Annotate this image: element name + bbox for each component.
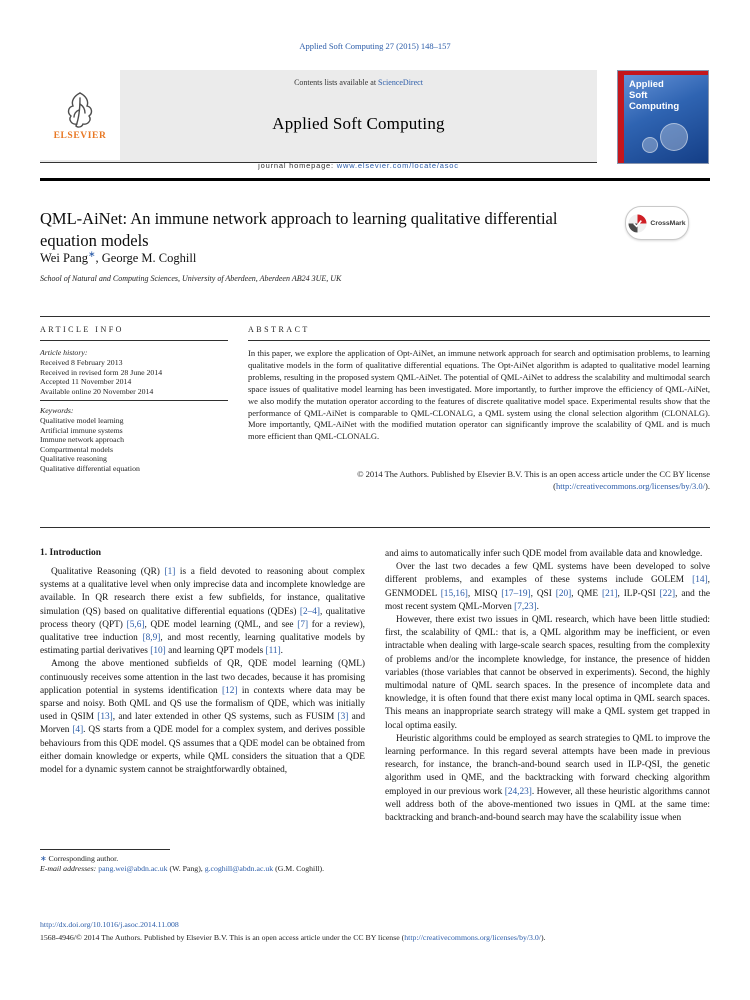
header-divider — [40, 178, 710, 181]
email-label: E-mail addresses: — [40, 864, 97, 873]
license-paren: ). — [705, 480, 710, 491]
citation-link[interactable]: [14] — [692, 575, 708, 586]
author-name: George M. Coghill — [101, 251, 197, 266]
list-item: Compartmental models — [40, 444, 113, 454]
list-item: Applied — [629, 79, 664, 90]
journal-cover[interactable] — [617, 70, 709, 164]
keywords-label: Keywords: — [40, 406, 74, 415]
cover-title — [629, 79, 679, 112]
citation-link[interactable]: [12] — [222, 685, 238, 696]
doi-link[interactable]: http://dx.doi.org/10.1016/j.asoc.2014.11.008 — [40, 920, 179, 929]
list-item: Computing — [629, 101, 680, 112]
citation-link[interactable]: [10] — [150, 646, 166, 657]
citation-link[interactable]: [15,16] — [440, 588, 468, 599]
list-item: Qualitative reasoning — [40, 454, 107, 464]
banner-center — [120, 70, 597, 177]
list-item: Soft — [629, 90, 648, 101]
crossmark-icon — [628, 214, 647, 233]
article-history-label: Article history: — [40, 348, 88, 357]
divider — [248, 340, 710, 341]
citation-link[interactable]: [5,6] — [126, 619, 145, 630]
sciencedirect-link[interactable]: ScienceDirect — [378, 78, 423, 87]
body-column-left — [40, 566, 365, 777]
cover-bubble — [642, 137, 658, 153]
citation-link[interactable]: [22] — [659, 588, 676, 599]
author-separator: , — [95, 251, 99, 266]
divider — [40, 527, 710, 528]
body-paragraph: Heuristic algorithms could be employed as search strategies to QML to improve the learning performance. In this regard several attempts have been made in previous research, for instance, the branch-and-bound search used in ILP-QSI, the genetic algorithm used in QME, and the backtracking with forward checking algorithm employed in our previous work [24,23]. However, all these heuristic algorithms cannot well address both of the above-mentioned two issues in QML at the same time: backtracking and branch-and-bound search may have the scalability issue when — [385, 733, 711, 824]
crossmark-badge[interactable] — [625, 206, 689, 240]
email-link[interactable]: pang.wei@abdn.ac.uk — [98, 864, 168, 873]
email-owner: (G.M. Coghill). — [275, 864, 325, 873]
citation-link[interactable]: [11] — [265, 646, 281, 657]
list-item: Accepted 11 November 2014 — [40, 377, 132, 387]
elsevier-logo[interactable] — [40, 70, 120, 160]
body-paragraph: However, there exist two issues in QML research, which have been little studied: first, the scalability of QML: that is, a QML algorithm may be inefficient, or even intractable when dealing with large-scale search spaces, resulting from the complexity of problems and/or the incomplete knowledge, for instance, the presence of hidden variables (those variables that cannot be observed in experiments). Second, the highly multimodal nature of QML search spaces. In the presence of incomplete data and knowledge, it is often found that there exist many local optima in QML search spaces. This means an inappropriate search strategy will make a QML system get trapped in local optima easily. — [385, 615, 710, 731]
footnote-mark: ∗ — [40, 854, 47, 863]
journal-header-banner — [40, 70, 597, 170]
email-owner: (W. Pang), — [169, 864, 203, 873]
affiliation: School of Natural and Computing Sciences, University of Aberdeen, Aberdeen AB24 3UE, UK — [40, 274, 342, 283]
divider — [40, 340, 228, 341]
article-history-list — [40, 358, 162, 396]
body-paragraph: and aims to automatically infer such QDE model from available data and knowledge. — [385, 549, 703, 559]
elsevier-tree-icon — [63, 90, 97, 130]
homepage-label: journal homepage: — [258, 161, 334, 170]
issn-license-line — [40, 933, 710, 942]
authors-line — [40, 249, 196, 266]
abstract-text: In this paper, we explore the application of Opt-AiNet, an immune network approach for search and optimisation problems, to learning qualitative models in the form of qualitative differential equations. The Opt-AiNet algorithm is adapted to qualitative model learning problems, resulting in the proposed system QML-AiNet. The potential of QML-AiNet to address the scalability and multimodal search space issues of qualitative model learning has been investigated. More importantly, to further improve the efficiency of QML-AiNet, we also modify the mutation operator according to the features of discrete qualitative model space. Experimental results show that the performance of QML-AiNet is comparable to QML-CLONALG, a QML system using the clonal selection algorithm (CLONALG). More importantly, QML-AiNet with the modified mutation operator can significantly improve the scalability of QML and is much more efficient than QML-CLONALG. — [248, 348, 710, 442]
list-item: Qualitative differential equation — [40, 463, 140, 473]
copyright-line: © 2014 The Authors. Published by Elsevier B.V. This is an open access article under the CC BY license — [357, 469, 710, 479]
list-item: Received in revised form 28 June 2014 — [40, 367, 163, 377]
list-item: Immune network approach — [40, 435, 125, 445]
issn-text: 1568-4946/© 2014 The Authors. Published by Elsevier B.V. This is an open access article under the CC BY license ( — [40, 933, 405, 942]
email-link[interactable]: g.coghill@abdn.ac.uk — [204, 864, 274, 873]
body-paragraph: Over the last two decades a few QML systems have been developed to solve different problems, and examples of these systems include GOLEM [14], GENMODEL [15,16], MISQ [17–19], QSI [20], QME [21], ILP-QSI [22], and the most recent system QML-Morven [7,23]. — [385, 562, 710, 612]
list-item: Artificial immune systems — [40, 425, 123, 435]
citation-link[interactable]: [4] — [72, 725, 84, 736]
body-column-right — [385, 548, 710, 825]
email-addresses-line — [40, 864, 365, 874]
issn-text-end: ). — [540, 933, 546, 942]
article-title: QML-AiNet: An immune network approach to learning qualitative differential equation models — [40, 209, 558, 250]
contents-line-text: Contents lists available at — [294, 78, 377, 87]
abstract-heading: ABSTRACT — [248, 325, 310, 334]
section-heading-introduction: 1. Introduction — [40, 548, 102, 558]
body-paragraph: Among the above mentioned subfields of QR, QDE model learning (QML) continuously receives some attention in the last two decades, because it has promising application potential in systems identification [12] in contexts where data may be sparse and noisy. Both QML and QS use the formalism of QDE, which was initially used in QSIM [13], and later extended in other QS systems, such as FUSIM [3] and Morven [4]. QS starts from a QDE model for a complex system, and derives possible behaviours from this QDE model. QS assumes that a QDE model can be obtained from either domain knowledge or experts, while QML considers the situation that a QDE model for a dynamic system cannot be straightforwardly obtained, — [40, 659, 365, 776]
journal-homepage-link[interactable]: www.elsevier.com/locate/asoc — [336, 161, 459, 170]
citation-link[interactable]: [24,23] — [504, 786, 532, 797]
journal-homepage-line — [258, 161, 459, 170]
divider — [40, 400, 228, 401]
body-paragraph: Qualitative Reasoning (QR) [1] is a field devoted to reasoning about complex systems at a qualitative level when only imprecise data and incomplete knowledge are available. In QR research there exist a few subfields, for instance, qualitative simulation (QS) based on qualitative differential equations (QDEs) [2–4], qualitative process theory (QPT) [5,6], QDE model learning (QML, and see [7] for a review), qualitative tree induction [8,9], and most recently, learning qualitative models by estimating partial derivatives [10] and learning QPT models [11]. — [40, 567, 366, 657]
citation-link[interactable]: [8,9] — [142, 633, 161, 644]
abstract-copyright — [248, 469, 710, 492]
journal-title: Applied Soft Computing — [272, 114, 445, 133]
corresponding-author-note — [40, 854, 365, 864]
journal-citation[interactable]: Applied Soft Computing 27 (2015) 148–157 — [299, 41, 451, 51]
citation-link[interactable]: [7,23] — [514, 601, 537, 612]
list-item: Qualitative model learning — [40, 416, 124, 425]
footnote-divider — [40, 849, 170, 850]
citation-link[interactable]: [17–19] — [501, 588, 531, 599]
citation-link[interactable]: [13] — [97, 712, 113, 723]
license-link[interactable]: http://creativecommons.org/licenses/by/3.0/ — [555, 480, 706, 491]
license-paren: ( — [553, 480, 556, 491]
article-info-heading: ARTICLE INFO — [40, 325, 124, 334]
citation-link[interactable]: [1] — [164, 567, 176, 577]
contents-line — [294, 78, 423, 87]
license-line — [248, 481, 710, 493]
keywords-list — [40, 416, 140, 474]
divider — [40, 316, 710, 317]
elsevier-logo-text: ELSEVIER — [53, 130, 107, 141]
citation-link[interactable]: [21] — [601, 588, 618, 599]
corresponding-author-mark[interactable]: ∗ — [87, 249, 96, 259]
crossmark-label: CrossMark — [650, 219, 686, 227]
footnote — [40, 854, 365, 874]
corresponding-text: Corresponding author. — [48, 854, 119, 863]
cover-bubble — [660, 123, 688, 151]
citation-link[interactable]: [2–4] — [299, 606, 321, 617]
cover-red-stripe — [618, 71, 624, 163]
list-item: Received 8 February 2013 — [40, 358, 123, 367]
cover-red-topbar — [624, 71, 708, 75]
list-item: Available online 20 November 2014 — [40, 386, 154, 396]
citation-link[interactable]: [3] — [337, 712, 349, 723]
citation-link[interactable]: [20] — [555, 588, 572, 599]
footer-license-link[interactable]: http://creativecommons.org/licenses/by/3.0/ — [404, 933, 541, 942]
author-name: Wei Pang — [40, 251, 88, 266]
citation-link[interactable]: [7] — [297, 619, 309, 630]
